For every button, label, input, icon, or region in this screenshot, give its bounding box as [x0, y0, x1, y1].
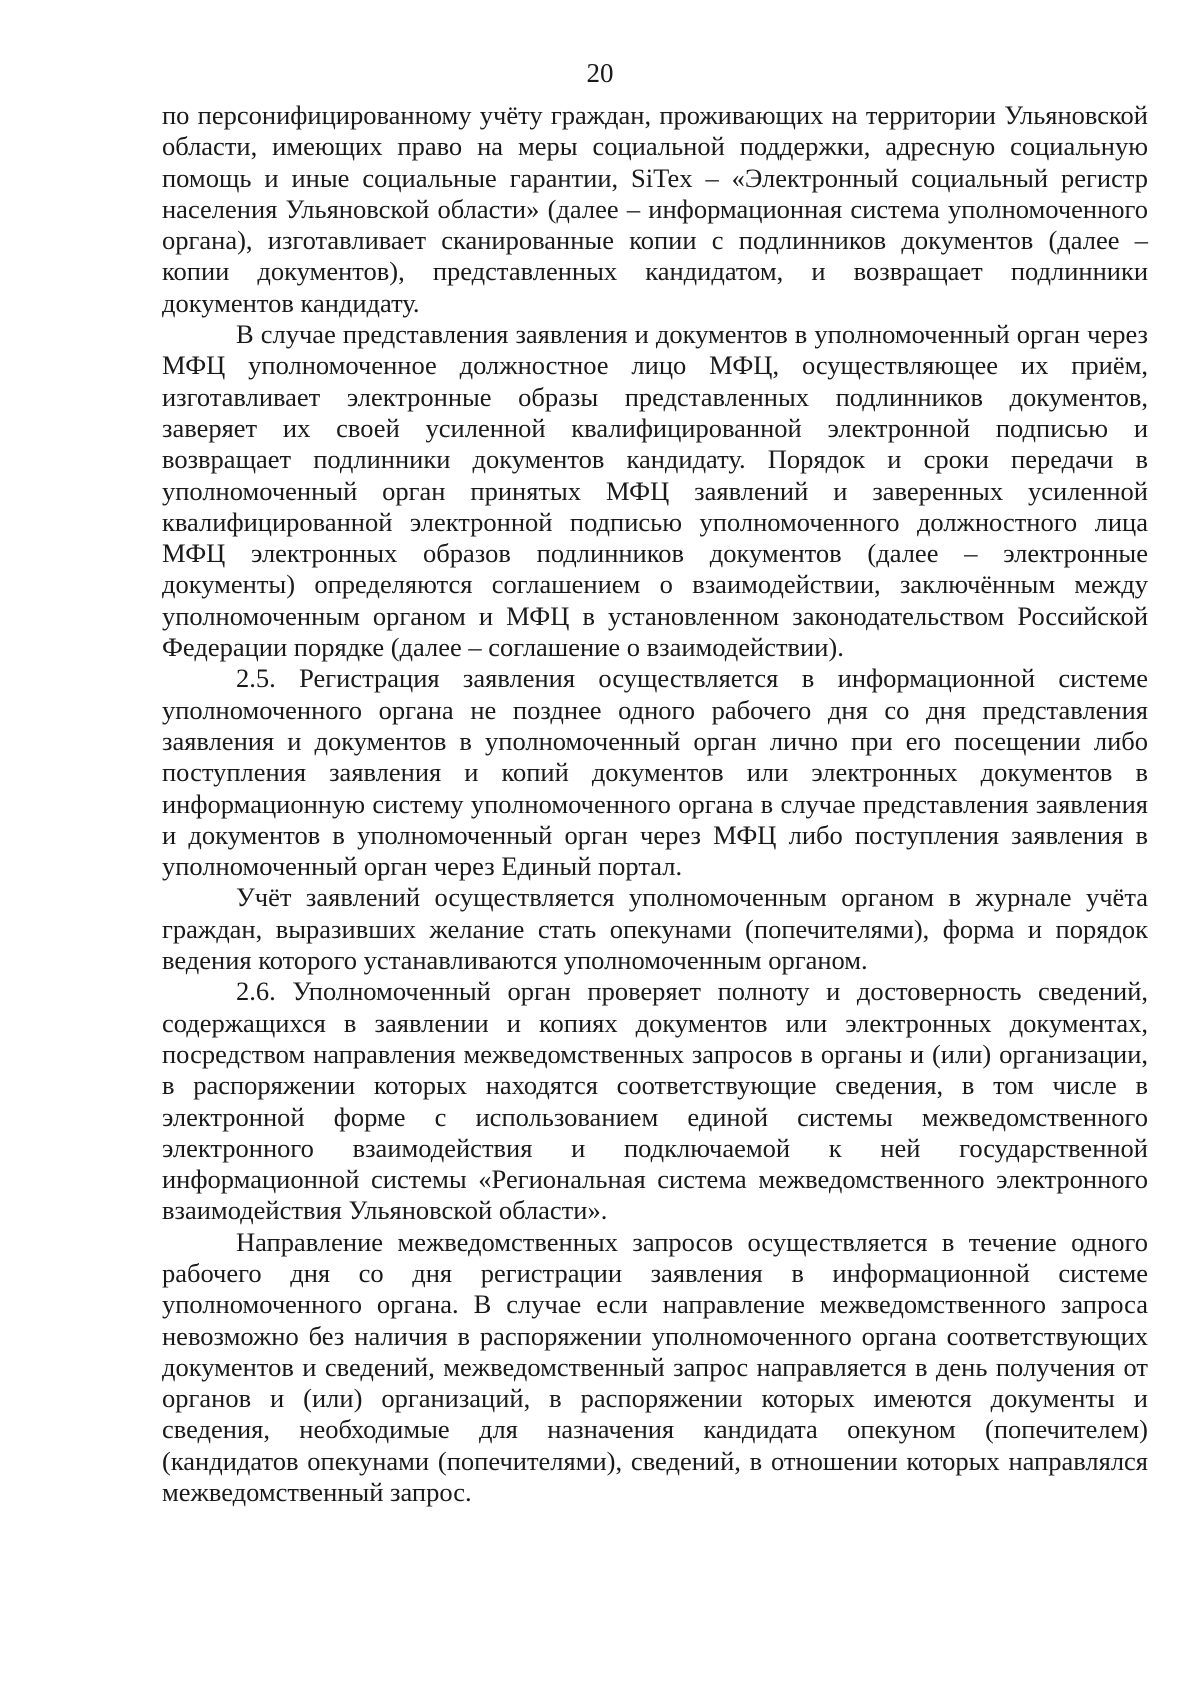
page-number: 20 [586, 58, 614, 88]
paragraph-application-registry: Учёт заявлений осуществляется уполномоченным органом в журнале учёта граждан, выразивших желание стать опекунами (попечителями), форма и порядок ведения которого устанавливаются уполномоченным органом. [162, 882, 1148, 976]
paragraph-section-2-5: 2.5. Регистрация заявления осуществляется в информационной системе уполномоченного органа не позднее одного рабочего дня со дня представления заявления и документов в уполномоченный орган лично при его посещении либо поступления заявления и копий документов или электронных документов в информационную систему уполномоченного органа в случае представления заявления и документов в уполномоченный орган через МФЦ либо поступления заявления в уполномоченный орган через Единый портал. [162, 663, 1148, 882]
paragraph-interagency-requests: Направление межведомственных запросов осуществляется в течение одного рабочего дня со дня регистрации заявления в информационной системе уполномоченного органа. В случае если направление межведомственного запроса невозможно без наличия в распоряжении уполномоченного органа соответствующих документов и сведений, межведомственный запрос направляется в день получения от органов и (или) организаций, в распоряжении которых имеются документы и сведения, необходимые для назначения кандидата опекуном (попечителем) (кандидатов опекунами (попечителями), сведений, в отношении которых направлялся межведомственный запрос. [162, 1226, 1148, 1508]
paragraph-section-2-6: 2.6. Уполномоченный орган проверяет полноту и достоверность сведений, содержащихся в заявлении и копиях документов или электронных документах, посредством направления межведомственных запросов в органы и (или) организации, в распоряжении которых находятся соответствующие сведения, в том числе в электронной форме с использованием единой системы межведомственного электронного взаимодействия и подключаемой к ней государственной информационной системы «Региональная система межведомственного электронного взаимодействия Ульяновской области». [162, 976, 1148, 1226]
paragraph-mfc-submission: В случае представления заявления и документов в уполномоченный орган через МФЦ уполномоченное должностное лицо МФЦ, осуществляющее их приём, изготавливает электронные образы представленных подлинников документов, заверяет их своей усиленной квалифицированной электронной подписью и возвращает подлинники документов кандидату. Порядок и сроки передачи в уполномоченный орган принятых МФЦ заявлений и заверенных усиленной квалифицированной электронной подписью уполномоченного должностного лица МФЦ электронных образов подлинников документов (далее – электронные документы) определяются соглашением о взаимодействии, заключённым между уполномоченным органом и МФЦ в установленном законодательством Российской Федерации порядке (далее – соглашение о взаимодействии). [162, 319, 1148, 663]
paragraph-continuation: по персонифицированному учёту граждан, проживающих на территории Ульяновской области, имеющих право на меры социальной поддержки, адресную социальную помощь и иные социальные гарантии, SiTex – «Электронный социальный регистр населения Ульяновской области» (далее – информационная система уполномоченного органа), изготавливает сканированные копии с подлинников документов (далее – копии документов), представленных кандидатом, и возвращает подлинники документов кандидату. [162, 100, 1148, 318]
document-body [162, 100, 1148, 1508]
